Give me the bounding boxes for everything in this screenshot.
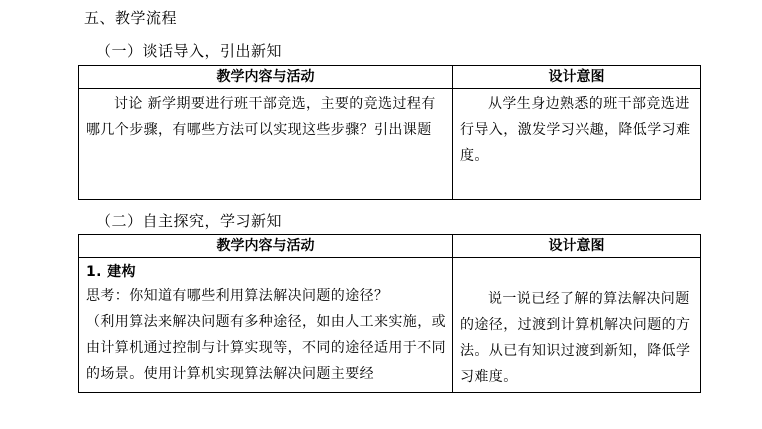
lesson-table-intro	[78, 65, 701, 200]
page-heading: 五、教学流程	[84, 9, 178, 27]
detail-text: （利用算法来解决问题有多种途径，如由人工来实施，或由计算机通过控制与计算实现等，不同的途径适用于不同的场景。使用计算机实现算法解决问题主要经	[86, 314, 446, 382]
table-header-intent: 设计意图	[453, 235, 701, 258]
section-title-explore: （二）自主探究，学习新知	[96, 212, 283, 230]
lesson-table-explore	[78, 234, 701, 393]
intent-cell	[453, 258, 701, 393]
section-title-intro: （一）谈话导入，引出新知	[96, 42, 283, 60]
content-text: 讨论 新学期要进行班干部竞选，主要的竞选过程有哪几个步骤，有哪些方法可以实现这些步骤？引出课题	[86, 96, 436, 138]
table-header-intent: 设计意图	[453, 66, 701, 89]
think-question: 思考：你知道有哪些利用算法解决问题的途径？	[86, 288, 389, 304]
subheading-construct: 1. 建构	[86, 264, 136, 280]
intent-text: 从学生身边熟悉的班干部竞选进行导入，激发学习兴趣，降低学习难度。	[460, 96, 691, 164]
content-cell	[79, 258, 453, 393]
intent-text: 说一说已经了解的算法解决问题的途径，过渡到计算机解决问题的方法。从已有知识过渡到新知，降低学习难度。	[460, 291, 691, 385]
intent-cell	[453, 89, 701, 200]
content-cell	[79, 89, 453, 200]
table-header-content: 教学内容与活动	[79, 66, 453, 89]
table-header-content: 教学内容与活动	[79, 235, 453, 258]
